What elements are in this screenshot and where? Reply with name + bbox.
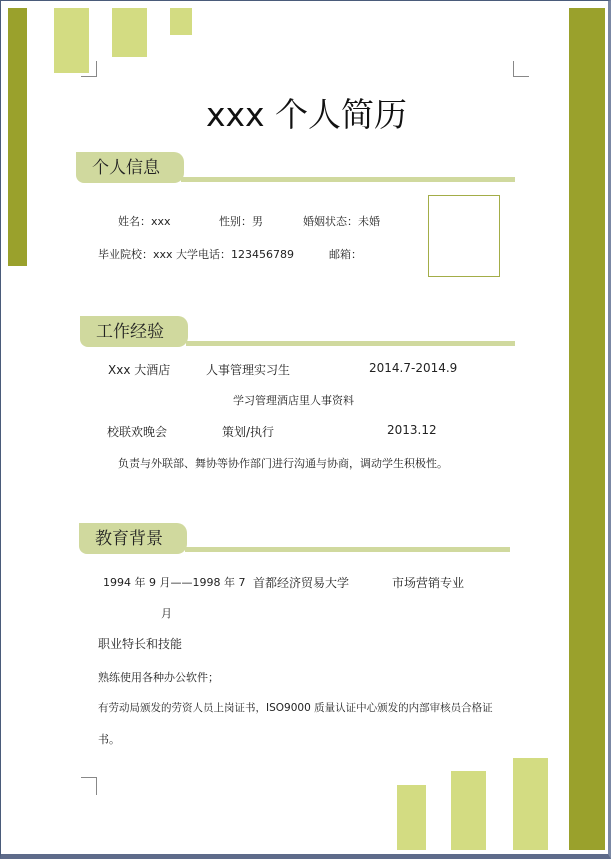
edu-school: 首都经济贸易大学 — [253, 576, 350, 590]
job-2-desc: 负责与外联部、舞协等协作部门进行沟通与协商，调动学生积极性。 — [118, 457, 448, 470]
crop-mark-top-right — [513, 61, 529, 77]
bottom-decor-bar-1 — [397, 785, 426, 850]
top-decor-bar-3 — [170, 8, 192, 35]
section-line-personal — [181, 177, 515, 182]
field-school: 毕业院校：xxx 大学 — [98, 248, 199, 261]
bottom-decor-bar-3 — [513, 758, 548, 850]
photo-placeholder — [428, 195, 500, 277]
skill-1: 熟练使用各种办公软件； — [98, 671, 219, 684]
section-heading-personal: 个人信息 — [76, 152, 184, 183]
section-line-work — [186, 341, 515, 346]
job-1-desc: 学习管理酒店里人事资料 — [233, 394, 354, 407]
top-decor-bar-2 — [112, 8, 147, 57]
field-email: 邮箱： — [329, 248, 362, 261]
job-2-role: 策划/执行 — [222, 425, 275, 439]
left-decor-bar — [8, 8, 27, 266]
page-title: xxx 个人简历 — [205, 95, 408, 134]
section-heading-education: 教育背景 — [79, 523, 187, 554]
job-1-role: 人事管理实习生 — [206, 363, 291, 377]
job-2-date: 2013.12 — [387, 423, 437, 437]
edu-period-line1: 1994 年 9 月——1998 年 7 — [103, 576, 246, 589]
skill-2-line1: 有劳动局颁发的劳资人员上岗证书，ISO9000 质量认证中心颁发的内部审核员合格证 — [98, 702, 493, 714]
bottom-decor-bar-2 — [451, 771, 486, 850]
section-line-education — [185, 547, 510, 552]
crop-mark-top-left — [81, 61, 97, 77]
field-name: 姓名：xxx — [118, 215, 171, 228]
edu-period-line2: 月 — [161, 607, 172, 620]
field-gender: 性别：男 — [219, 215, 263, 228]
crop-mark-bottom-left — [81, 777, 97, 795]
edu-major: 市场营销专业 — [392, 576, 465, 590]
skills-title: 职业特长和技能 — [98, 637, 183, 651]
field-phone: 电话：123456789 — [198, 248, 294, 261]
skill-2-line2: 书。 — [98, 733, 120, 746]
job-1-date: 2014.7-2014.9 — [369, 361, 458, 375]
job-2-org: 校联欢晚会 — [107, 425, 168, 439]
section-heading-work: 工作经验 — [80, 316, 188, 347]
field-marital: 婚姻状态：未婚 — [303, 215, 380, 228]
job-1-org: Xxx 大酒店 — [108, 363, 171, 377]
